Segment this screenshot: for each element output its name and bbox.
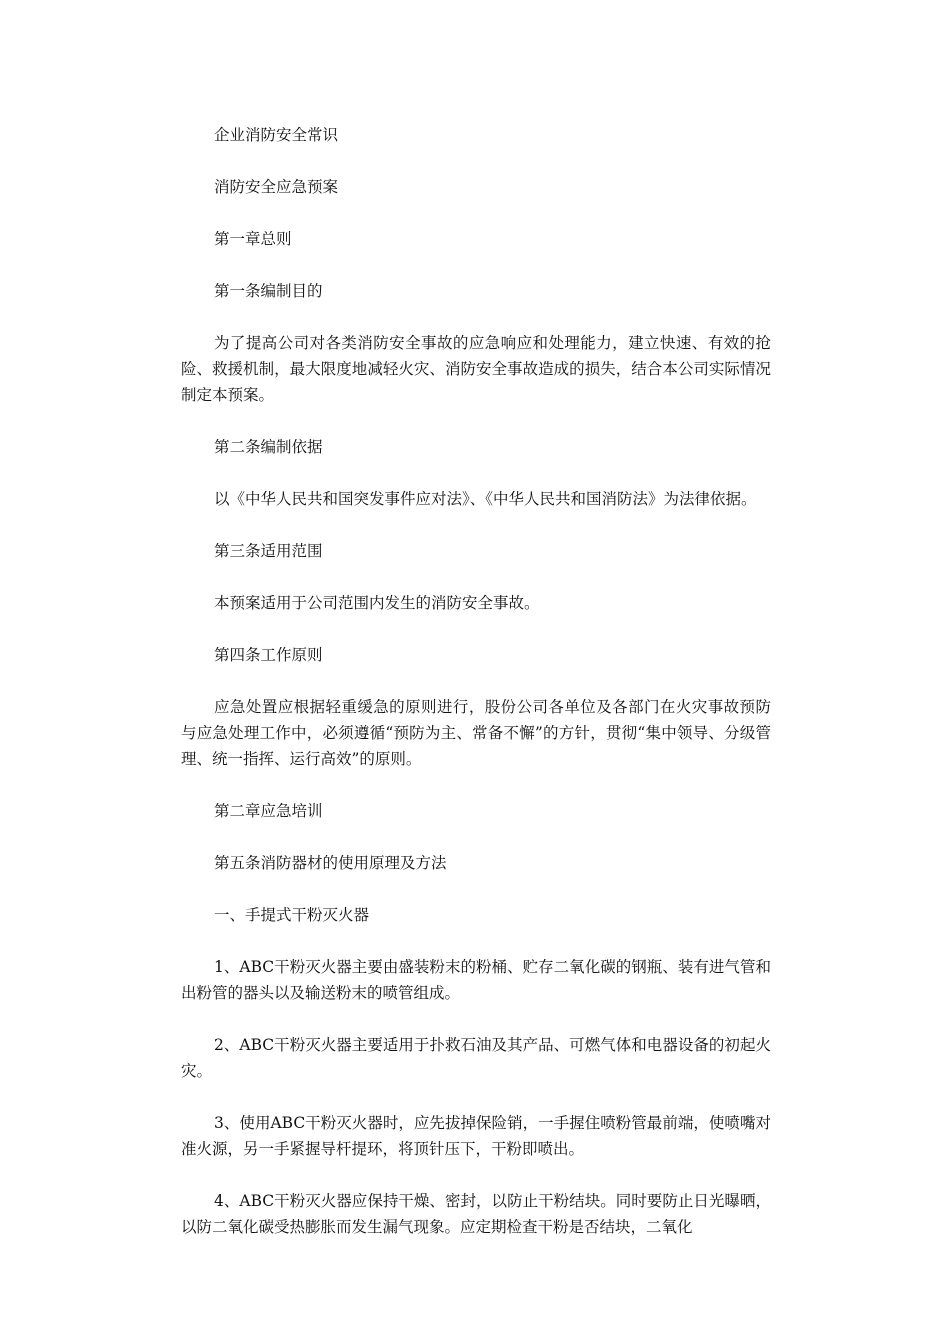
article-heading: 第三条适用范围 <box>214 542 323 560</box>
document-body <box>181 122 771 1266</box>
article-heading: 第一条编制目的 <box>214 282 323 300</box>
list-item: 3、使用ABC干粉灭火器时，应先拔掉保险销，一手握住喷粉管最前端，使喷嘴对准火源，另一手紧握导杆提环，将顶针压下，干粉即喷出。 <box>181 1114 771 1158</box>
body-paragraph: 以《中华人民共和国突发事件应对法》、《中华人民共和国消防法》为法律依据。 <box>214 490 757 508</box>
list-item: 2、ABC干粉灭火器主要适用于扑救石油及其产品、可燃气体和电器设备的初起火灾。 <box>181 1036 771 1080</box>
list-item: 4、ABC干粉灭火器应保持干燥、密封，以防止干粉结块。同时要防止日光曝晒，以防二氧化碳受热膨胀而发生漏气现象。应定期检查干粉是否结块，二氧化 <box>181 1192 771 1236</box>
chapter-heading: 第二章应急培训 <box>214 802 323 820</box>
plan-title: 消防安全应急预案 <box>214 178 339 196</box>
article-heading: 第四条工作原则 <box>214 646 323 664</box>
body-paragraph: 为了提高公司对各类消防安全事故的应急响应和处理能力，建立快速、有效的抢险、救援机制，最大限度地减轻火灾、消防安全事故造成的损失，结合本公司实际情况制定本预案。 <box>181 334 771 404</box>
article-heading: 第二条编制依据 <box>214 438 323 456</box>
article-heading: 第五条消防器材的使用原理及方法 <box>214 854 447 872</box>
chapter-heading: 第一章总则 <box>214 230 292 248</box>
body-paragraph: 本预案适用于公司范围内发生的消防安全事故。 <box>214 594 540 612</box>
section-heading: 一、手提式干粉灭火器 <box>214 906 370 924</box>
list-item: 1、ABC干粉灭火器主要由盛装粉末的粉桶、贮存二氧化碳的钢瓶、装有进气管和出粉管的器头以及输送粉末的喷管组成。 <box>181 958 771 1002</box>
document-title: 企业消防安全常识 <box>214 126 339 144</box>
body-paragraph: 应急处置应根据轻重缓急的原则进行，股份公司各单位及各部门在火灾事故预防与应急处理工作中，必须遵循“预防为主、常备不懈”的方针，贯彻“集中领导、分级管理、统一指挥、运行高效”的原则。 <box>181 698 771 768</box>
